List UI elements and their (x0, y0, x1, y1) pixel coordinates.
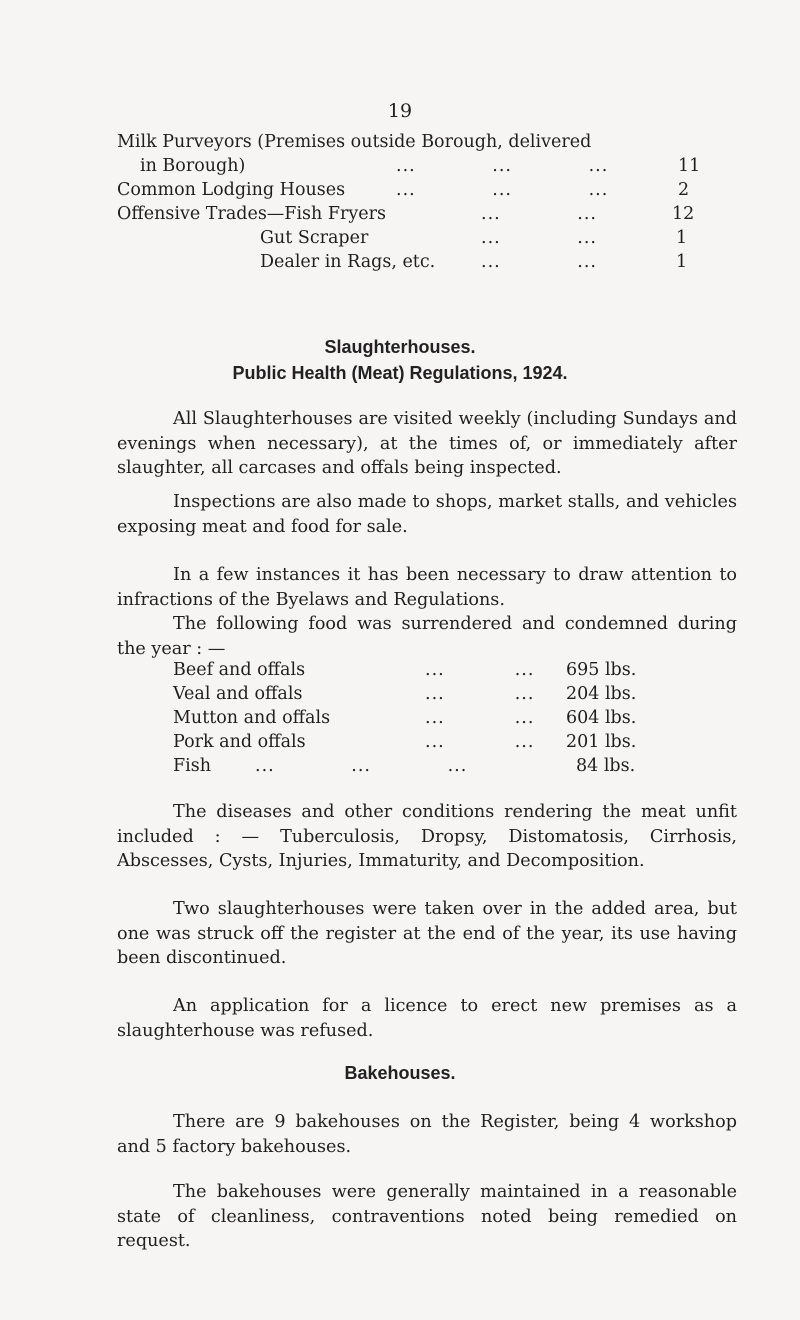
paragraph-licence-refused: An application for a licence to erect new premises as a slaughterhouse was refused. (117, 996, 737, 1041)
leader-dots: ... (396, 156, 416, 176)
condemned-amount-fish: 84 lbs. (576, 756, 636, 776)
paragraph-bakehouse-cleanliness: The bakehouses were generally maintained in a reasonable state of cleanliness, contraventions noted being remedied on request. (117, 1182, 737, 1252)
page-number: 19 (387, 100, 413, 122)
leader-dots: ... (514, 708, 535, 728)
condemned-amount-pork: 201 lbs. (566, 732, 637, 752)
leader-dots: ... (447, 756, 468, 776)
leader-dots: ... (588, 156, 609, 176)
condemned-amount-beef: 695 lbs. (566, 660, 637, 680)
condemned-amount-veal: 204 lbs. (566, 684, 637, 704)
paragraph-diseases: The diseases and other conditions rendering the meat unfit included : — Tuberculosis, Dropsy, Distomatosis, Cirrhosis, Abscesses, Cysts, Injuries, Immaturity, and Decomposition. (117, 802, 737, 872)
premises-count-fish-fryers: 12 (672, 204, 695, 224)
leader-dots: ... (577, 228, 597, 248)
premises-label-rags: Dealer in Rags, etc. (260, 252, 436, 272)
paragraph-surrendered-food: The following food was surrendered and condemned during the year : — (117, 614, 737, 659)
condemned-item-fish: Fish (173, 756, 211, 776)
premises-label-gut-scraper: Gut Scraper (260, 228, 369, 248)
leader-dots: ... (255, 756, 275, 776)
paragraph-infractions: In a few instances it has been necessary to draw attention to infractions of the Byelaws and Regulations. (117, 565, 737, 610)
premises-label-milk-line2: in Borough) (140, 156, 246, 176)
condemned-amount-mutton: 604 lbs. (566, 708, 637, 728)
leader-dots: ... (514, 732, 535, 752)
leader-dots: ... (481, 204, 501, 224)
leader-dots: ... (577, 252, 597, 272)
premises-label-lodging: Common Lodging Houses (117, 180, 346, 200)
condemned-item-pork: Pork and offals (173, 732, 306, 752)
leader-dots: ... (425, 732, 445, 752)
leader-dots: ... (577, 204, 597, 224)
leader-dots: ... (425, 684, 445, 704)
leader-dots: ... (351, 756, 371, 776)
paragraph-bakehouse-register: There are 9 bakehouses on the Register, being 4 workshop and 5 factory bakehouses. (117, 1112, 737, 1157)
leader-dots: ... (481, 228, 501, 248)
condemned-item-mutton: Mutton and offals (173, 708, 331, 728)
paragraph-added-area: Two slaughterhouses were taken over in the added area, but one was struck off the register at the end of the year, its use having been discontinued. (117, 899, 737, 969)
section-heading-slaughterhouses: Slaughterhouses. (324, 337, 476, 357)
leader-dots: ... (492, 156, 512, 176)
leader-dots: ... (514, 684, 535, 704)
leader-dots: ... (481, 252, 501, 272)
condemned-item-veal: Veal and offals (173, 684, 303, 704)
premises-label-fish-fryers: Offensive Trades—Fish Fryers (117, 204, 386, 224)
section-heading-bakehouses: Bakehouses. (344, 1063, 456, 1083)
leader-dots: ... (425, 660, 445, 680)
premises-count-rags: 1 (676, 252, 688, 272)
premises-count-gut-scraper: 1 (676, 228, 688, 248)
leader-dots: ... (514, 660, 535, 680)
paragraph-inspections: Inspections are also made to shops, market stalls, and vehicles exposing meat and food for sale. (117, 492, 737, 537)
leader-dots: ... (588, 180, 609, 200)
premises-count-milk: 11 (678, 156, 701, 176)
condemned-item-beef: Beef and offals (173, 660, 306, 680)
premises-label-milk-line1: Milk Purveyors (Premises outside Borough, delivered (117, 132, 592, 152)
leader-dots: ... (396, 180, 416, 200)
premises-count-lodging: 2 (678, 180, 690, 200)
paragraph-weekly-visits: All Slaughterhouses are visited weekly (including Sundays and evenings when necessary), at the times of, or immediately after slaughter, all carcases and offals being inspected. (117, 409, 737, 479)
leader-dots: ... (492, 180, 512, 200)
section-subheading-meat-regulations: Public Health (Meat) Regulations, 1924. (232, 363, 568, 383)
leader-dots: ... (425, 708, 445, 728)
